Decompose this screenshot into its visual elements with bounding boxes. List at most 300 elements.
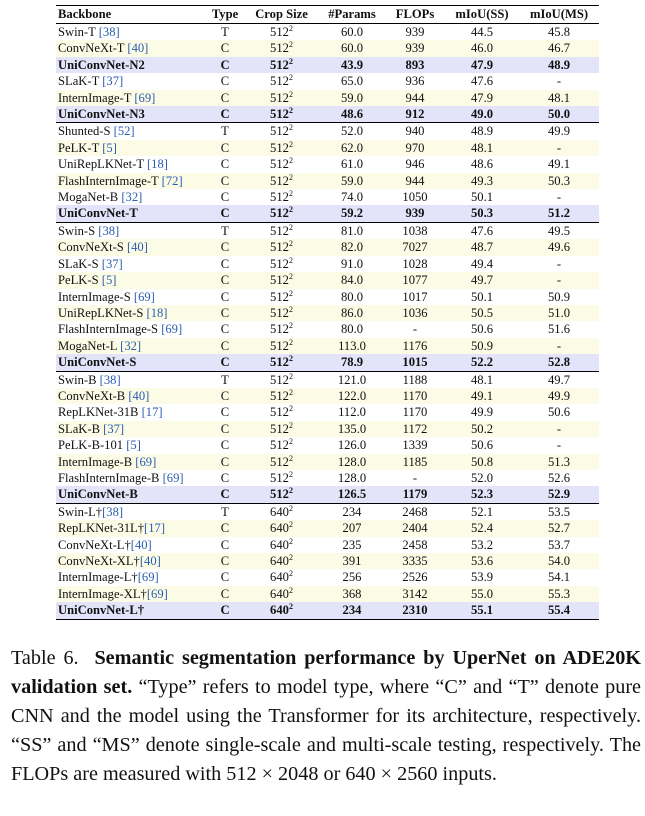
cell-params: 65.0: [340, 74, 364, 89]
backbone-name: PeLK-B-101: [58, 438, 124, 453]
table-row: [56, 73, 599, 89]
table-row: [56, 90, 599, 106]
cell-flops: 1015: [402, 355, 428, 370]
cell-flops: 939: [405, 206, 425, 221]
table-group: [56, 371, 599, 503]
cell-crop-size: [244, 90, 319, 106]
cell-params: 128.0: [337, 454, 367, 469]
cell-type: C: [220, 487, 230, 502]
cell-flops: 2310: [402, 603, 428, 618]
cell-params: 256: [342, 570, 362, 585]
cell-crop-size: [244, 388, 319, 404]
cell-type: C: [220, 355, 230, 370]
cell-type: C: [220, 256, 230, 271]
cell-miou-ss: 52.4: [470, 521, 494, 536]
cell-miou-ms: 55.3: [547, 586, 571, 601]
cell-flops: -: [412, 322, 418, 337]
cell-miou-ms: 49.9: [547, 388, 571, 403]
cell-type: C: [220, 206, 230, 221]
cell-params: 368: [342, 586, 362, 601]
cell-type: C: [220, 338, 230, 353]
squared-superscript: 2: [288, 420, 293, 430]
cell-flops: 1176: [402, 338, 428, 353]
squared-superscript: 2: [288, 371, 293, 381]
crop-size-value: 640: [270, 554, 289, 568]
cell-miou-ss: 48.1: [445, 371, 519, 388]
cell-crop-size: [244, 140, 319, 156]
header-miou-ss: mIoU(SS): [455, 7, 509, 22]
backbone-name: ConvNeXt-T: [58, 41, 125, 56]
table-row: [56, 239, 599, 255]
crop-size-value: 512: [270, 25, 289, 39]
cell-params: 78.9: [340, 355, 364, 370]
cell-miou-ss: 49.9: [470, 405, 494, 420]
cell-flops: 3142: [402, 586, 428, 601]
cell-backbone: [56, 321, 206, 337]
cell-backbone: [56, 454, 206, 470]
cell-params: 135.0: [337, 421, 367, 436]
cell-crop-size: [244, 156, 319, 172]
cell-type: T: [206, 222, 244, 239]
cell-miou-ms: -: [556, 256, 562, 271]
cell-crop-size: [244, 205, 319, 222]
crop-size-value: 640: [270, 570, 289, 585]
backbone-name: SLaK-S: [58, 256, 99, 271]
squared-superscript: 2: [288, 404, 293, 414]
crop-size-value: 512: [270, 487, 289, 502]
cell-crop-size: [244, 173, 319, 189]
cell-params: 122.0: [337, 388, 367, 403]
table-row: [56, 272, 599, 288]
squared-superscript: 2: [288, 321, 293, 331]
cell-miou-ms: -: [556, 140, 562, 155]
cell-miou-ms: 53.7: [547, 537, 571, 552]
cell-flops: 1170: [402, 388, 428, 403]
crop-size-value: 640: [270, 504, 289, 519]
crop-size-value: 512: [270, 388, 289, 403]
backbone-name: Swin-L†: [58, 504, 103, 519]
cell-backbone: [56, 569, 206, 585]
cell-type: C: [220, 554, 230, 568]
cell-crop-size: [244, 569, 319, 585]
crop-size-value: 640: [270, 521, 289, 536]
cell-miou-ms: -: [556, 74, 562, 89]
cell-miou-ss: 52.1: [445, 503, 519, 520]
table-row: [56, 371, 599, 388]
cell-params: 235: [342, 537, 362, 552]
cell-backbone: [56, 470, 206, 486]
citation-link[interactable]: [40]: [130, 537, 152, 552]
header-type: Type: [211, 7, 239, 22]
citation-link[interactable]: [72]: [161, 173, 183, 188]
squared-superscript: 2: [288, 486, 293, 496]
squared-superscript: 2: [288, 123, 293, 133]
cell-miou-ms: 52.8: [547, 355, 571, 370]
backbone-name: UniRepLKNet-T: [58, 157, 144, 172]
table-header: [56, 6, 599, 24]
cell-type: C: [220, 537, 230, 552]
table-row-ours: [56, 602, 599, 619]
table-row: [56, 338, 599, 354]
cell-miou-ss: 50.5: [470, 305, 494, 320]
citation-link[interactable]: [69]: [161, 322, 183, 337]
squared-superscript: 2: [288, 205, 293, 215]
cell-params: 234: [342, 603, 362, 618]
cell-type: C: [220, 57, 230, 72]
cell-miou-ss: 49.4: [470, 256, 494, 271]
cell-crop-size: [244, 256, 319, 272]
cell-miou-ss: 47.9: [470, 90, 494, 105]
cell-backbone: [56, 520, 206, 536]
table-row: [56, 520, 599, 536]
citation-link[interactable]: [17]: [141, 405, 163, 420]
crop-size-value: 512: [270, 124, 289, 139]
crop-size-value: 512: [270, 90, 289, 105]
table-row: [56, 553, 599, 569]
cell-params: 80.0: [340, 289, 364, 304]
cell-params: 62.0: [340, 140, 364, 155]
cell-miou-ss: 44.5: [470, 25, 494, 39]
cell-miou-ms: 54.1: [547, 570, 571, 585]
cell-flops: 893: [405, 57, 425, 72]
cell-miou-ss: 50.6: [470, 438, 494, 453]
cell-crop-size: [244, 305, 319, 321]
backbone-name: UniConvNet-B: [58, 487, 138, 502]
cell-miou-ss: 48.6: [470, 157, 494, 172]
squared-superscript: 2: [288, 437, 293, 447]
cell-type: C: [220, 305, 230, 320]
cell-params: 81.0: [319, 222, 385, 239]
backbone-name: FlashInternImage-S: [58, 322, 159, 337]
cell-type: C: [220, 173, 230, 188]
cell-type: C: [220, 470, 230, 485]
citation-link[interactable]: [69]: [162, 470, 184, 485]
cell-backbone: [56, 503, 206, 520]
crop-size-value: 512: [270, 470, 289, 485]
table-row-ours: [56, 106, 599, 123]
cell-miou-ms: 49.9: [519, 123, 599, 140]
crop-size-value: 512: [270, 256, 289, 271]
citation-link[interactable]: [40]: [139, 554, 161, 568]
cell-crop-size: [244, 520, 319, 536]
cell-type: C: [220, 322, 230, 337]
citation-link[interactable]: [40]: [126, 240, 148, 255]
backbone-name: ConvNeXt-L†: [58, 537, 131, 552]
cell-miou-ss: 55.1: [470, 603, 494, 618]
squared-superscript: 2: [288, 89, 293, 99]
cell-backbone: [56, 486, 206, 503]
cell-crop-size: [244, 421, 319, 437]
cell-type: C: [220, 289, 230, 304]
cell-params: 60.0: [340, 41, 364, 56]
cell-params: 121.0: [319, 371, 385, 388]
results-table: [56, 5, 599, 620]
crop-size-value: 512: [270, 190, 289, 205]
caption-body: “Type” refers to model type, where “C” and “T” denote pure CNN and the model using the Transformer for its architecture, respectively. “SS” and “MS” denote single-scale and multi-scale testing, respectively. The FLOPs are measured with 512 × 2048 or 640 × 2560 inputs.: [11, 676, 641, 785]
cell-flops: 1172: [402, 421, 428, 436]
cell-crop-size: [244, 553, 319, 569]
backbone-name: SLaK-T: [58, 74, 100, 89]
cell-type: C: [220, 438, 230, 453]
squared-superscript: 2: [288, 272, 293, 282]
cell-miou-ss: 53.9: [470, 570, 494, 585]
cell-miou-ms: 51.0: [547, 305, 571, 320]
backbone-name: InternImage-T: [58, 90, 132, 105]
cell-miou-ss: 47.6: [445, 222, 519, 239]
cell-backbone: [56, 156, 206, 172]
citation-link[interactable]: [69]: [135, 454, 157, 469]
cell-params: 234: [319, 503, 385, 520]
cell-crop-size: [244, 486, 319, 503]
cell-crop-size: [244, 123, 319, 140]
citation-link[interactable]: [5]: [101, 273, 117, 288]
citation-link[interactable]: [69]: [146, 586, 168, 601]
cell-params: 113.0: [338, 338, 366, 353]
citation-link[interactable]: [32]: [120, 338, 142, 353]
backbone-name: ConvNeXt-XL†: [58, 554, 140, 568]
cell-miou-ss: 50.2: [470, 421, 494, 436]
cell-miou-ms: 52.7: [547, 521, 571, 536]
cell-flops: 936: [405, 74, 425, 89]
cell-crop-size: [244, 73, 319, 89]
cell-crop-size: [244, 239, 319, 255]
backbone-name: Shunted-S: [58, 124, 111, 139]
cell-crop-size: [244, 437, 319, 453]
table-row: [56, 404, 599, 420]
cell-backbone: [56, 173, 206, 189]
table-row: [56, 321, 599, 337]
cell-miou-ss: 50.3: [470, 206, 494, 221]
cell-params: 126.5: [337, 487, 367, 502]
backbone-name: FlashInternImage-B: [58, 470, 160, 485]
crop-size-value: 512: [270, 305, 289, 320]
header-miou-ms: mIoU(MS): [529, 7, 589, 22]
citation-link[interactable]: [69]: [134, 90, 156, 105]
cell-flops: 939: [405, 25, 425, 39]
backbone-name: Swin-B: [58, 372, 97, 387]
cell-params: 59.0: [340, 173, 364, 188]
crop-size-value: 512: [270, 57, 289, 72]
cell-crop-size: [244, 470, 319, 486]
cell-flops: 2468: [385, 503, 445, 520]
cell-flops: 1185: [402, 454, 428, 469]
cell-miou-ms: 45.8: [547, 25, 571, 39]
cell-miou-ss: 55.0: [470, 586, 494, 601]
cell-type: C: [220, 41, 230, 56]
table-row: [56, 140, 599, 156]
cell-miou-ms: -: [556, 438, 562, 453]
cell-miou-ss: 48.1: [470, 140, 494, 155]
cell-miou-ms: 51.2: [547, 206, 571, 221]
squared-superscript: 2: [288, 602, 293, 612]
squared-superscript: 2: [288, 189, 293, 199]
cell-crop-size: [244, 189, 319, 205]
cell-params: 82.0: [340, 240, 364, 255]
cell-miou-ms: 46.7: [547, 41, 571, 56]
citation-link[interactable]: [38]: [98, 25, 120, 39]
crop-size-value: 512: [270, 372, 289, 387]
citation-link[interactable]: [5]: [102, 140, 117, 155]
squared-superscript: 2: [288, 73, 293, 83]
cell-miou-ms: -: [556, 421, 562, 436]
cell-type: C: [220, 74, 230, 89]
cell-backbone: [56, 57, 206, 73]
cell-crop-size: [244, 222, 319, 239]
backbone-name: MogaNet-L: [58, 338, 117, 353]
squared-superscript: 2: [288, 569, 293, 579]
squared-superscript: 2: [288, 520, 293, 530]
cell-params: 52.0: [319, 123, 385, 140]
squared-superscript: 2: [288, 172, 293, 182]
cell-params: 59.2: [340, 206, 364, 221]
citation-link[interactable]: [5]: [126, 438, 141, 453]
cell-miou-ss: 49.0: [470, 107, 494, 122]
table-group: [56, 24, 599, 123]
cell-backbone: [56, 586, 206, 602]
cell-miou-ms: 50.9: [547, 289, 571, 304]
citation-link[interactable]: [18]: [146, 157, 168, 172]
cell-type: C: [220, 586, 230, 601]
citation-link[interactable]: [38]: [98, 223, 120, 238]
cell-type: T: [206, 503, 244, 520]
cell-miou-ms: 50.3: [547, 173, 571, 188]
cell-backbone: [56, 404, 206, 420]
cell-backbone: [56, 256, 206, 272]
cell-params: 391: [342, 554, 362, 568]
cell-flops: 7027: [402, 240, 428, 255]
cell-miou-ss: 50.6: [470, 322, 494, 337]
cell-crop-size: [244, 404, 319, 420]
cell-backbone: [56, 602, 206, 619]
table-row-ours: [56, 486, 599, 503]
table-row-ours: [56, 57, 599, 73]
citation-link[interactable]: [52]: [113, 124, 135, 139]
cell-miou-ms: 48.1: [547, 90, 571, 105]
table-row: [56, 421, 599, 437]
crop-size-value: 512: [270, 273, 289, 288]
backbone-name: SLaK-B: [58, 421, 100, 436]
squared-superscript: 2: [288, 56, 293, 66]
backbone-name: ConvNeXt-S: [58, 240, 124, 255]
citation-link[interactable]: [32]: [121, 190, 143, 205]
crop-size-value: 640: [270, 586, 289, 601]
cell-miou-ms: 51.6: [547, 322, 571, 337]
cell-type: T: [206, 371, 244, 388]
crop-size-value: 512: [270, 223, 289, 238]
citation-link[interactable]: [40]: [127, 41, 149, 56]
squared-superscript: 2: [288, 288, 293, 298]
cell-type: C: [220, 570, 230, 585]
squared-superscript: 2: [288, 40, 293, 50]
citation-link[interactable]: [37]: [103, 421, 125, 436]
table-row: [56, 305, 599, 321]
cell-backbone: [56, 123, 206, 140]
cell-flops: 946: [405, 157, 425, 172]
citation-link[interactable]: [37]: [102, 74, 124, 89]
citation-link[interactable]: [38]: [99, 372, 121, 387]
backbone-name: UniConvNet-S: [58, 355, 137, 370]
cell-backbone: [56, 388, 206, 404]
caption-label: Table 6.: [11, 647, 79, 669]
cell-crop-size: [244, 321, 319, 337]
table-row: [56, 503, 599, 520]
cell-params: 43.9: [340, 57, 364, 72]
crop-size-value: 512: [270, 173, 289, 188]
crop-size-value: 512: [270, 355, 289, 370]
table-row: [56, 569, 599, 585]
citation-link[interactable]: [18]: [146, 305, 168, 320]
crop-size-value: 512: [270, 338, 289, 353]
cell-miou-ss: 52.3: [470, 487, 494, 502]
citation-link[interactable]: [37]: [101, 256, 123, 271]
citation-link[interactable]: [40]: [128, 388, 150, 403]
table-group: [56, 123, 599, 222]
table-row: [56, 189, 599, 205]
table-row: [56, 388, 599, 404]
table-row: [56, 454, 599, 470]
cell-params: 84.0: [340, 273, 364, 288]
cell-flops: 940: [385, 123, 445, 140]
cell-flops: 1038: [385, 222, 445, 239]
crop-size-value: 512: [270, 157, 289, 172]
citation-link[interactable]: [69]: [133, 289, 155, 304]
cell-params: 74.0: [340, 190, 364, 205]
cell-crop-size: [244, 371, 319, 388]
cell-flops: 2458: [402, 537, 428, 552]
cell-flops: -: [412, 470, 418, 485]
citation-link[interactable]: [38]: [102, 504, 124, 519]
backbone-name: UniConvNet-N2: [58, 57, 145, 72]
cell-params: 60.0: [340, 25, 364, 39]
table-group: [56, 222, 599, 371]
cell-backbone: [56, 421, 206, 437]
cell-type: C: [220, 240, 230, 255]
citation-link[interactable]: [69]: [137, 570, 159, 585]
squared-superscript: 2: [288, 536, 293, 546]
cell-miou-ms: -: [556, 273, 562, 288]
header-crop-size: Crop Size: [255, 7, 308, 22]
cell-miou-ss: 49.7: [470, 273, 494, 288]
crop-size-value: 512: [270, 140, 289, 155]
cell-miou-ms: 55.4: [547, 603, 571, 618]
cell-backbone: [56, 205, 206, 222]
squared-superscript: 2: [288, 387, 293, 397]
table-group: [56, 503, 599, 619]
cell-miou-ss: 53.2: [470, 537, 494, 552]
squared-superscript: 2: [288, 469, 293, 479]
cell-miou-ms: -: [556, 338, 562, 353]
table-row: [56, 222, 599, 239]
cell-miou-ms: 54.0: [547, 554, 571, 568]
crop-size-value: 512: [270, 74, 289, 89]
crop-size-value: 512: [270, 454, 289, 469]
cell-crop-size: [244, 106, 319, 123]
crop-size-value: 512: [270, 41, 289, 56]
cell-params: 207: [342, 521, 362, 536]
cell-params: 80.0: [340, 322, 364, 337]
citation-link[interactable]: [17]: [144, 521, 166, 536]
crop-size-value: 512: [270, 289, 289, 304]
cell-backbone: [56, 73, 206, 89]
table-row: [56, 289, 599, 305]
backbone-name: PeLK-T: [58, 140, 100, 155]
cell-type: C: [220, 90, 230, 105]
cell-params: 112.0: [338, 405, 366, 420]
cell-backbone: [56, 305, 206, 321]
crop-size-value: 640: [270, 537, 289, 552]
cell-flops: 944: [405, 173, 425, 188]
cell-backbone: [56, 553, 206, 569]
